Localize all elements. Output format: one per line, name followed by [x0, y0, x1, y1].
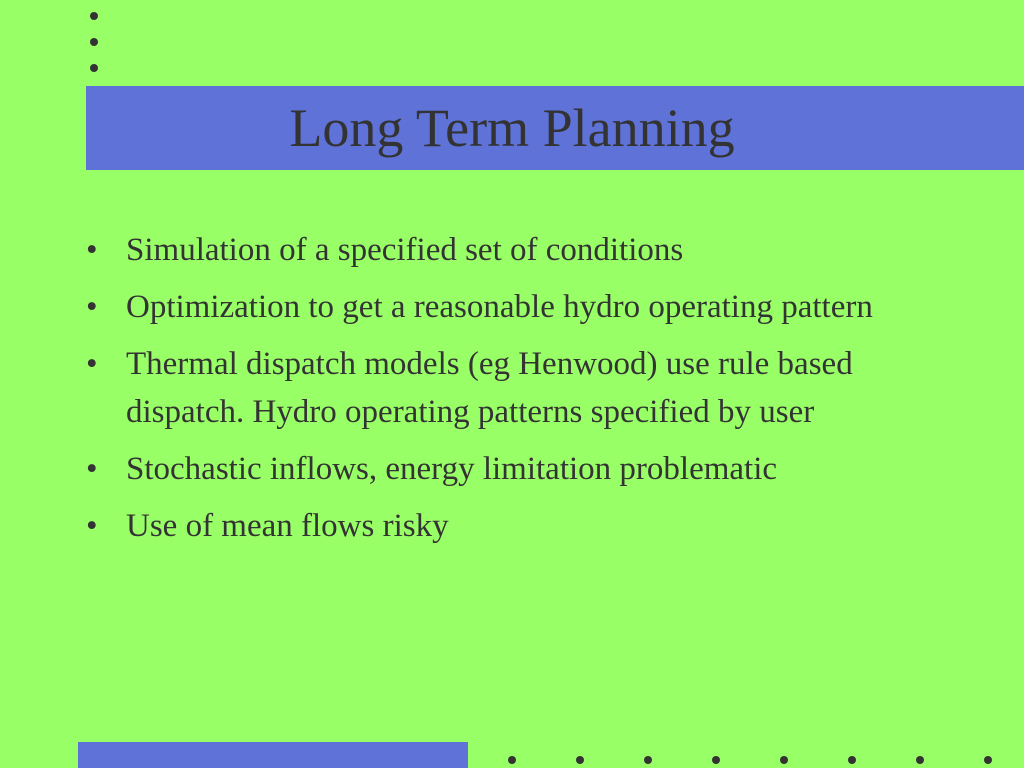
bottom-dot-6 [848, 756, 856, 764]
bullet-marker: • [86, 346, 98, 382]
bullet-marker: • [86, 508, 98, 544]
bullet-marker: • [86, 289, 98, 325]
bullet-text: Simulation of a specified set of conditions [126, 232, 684, 268]
slide-title: Long Term Planning [289, 98, 735, 158]
bullet-list [86, 226, 946, 559]
bullet-text: Thermal dispatch models (eg Henwood) use rule based dispatch. Hydro operating patterns specified by user [126, 346, 853, 430]
bullet-text: Stochastic inflows, energy limitation problematic [126, 451, 778, 487]
bullet-item [86, 445, 946, 493]
bullet-item [86, 502, 946, 550]
top-left-dot-3 [90, 64, 98, 72]
bullet-item [86, 283, 946, 331]
bullet-item [86, 226, 946, 274]
bottom-dot-4 [712, 756, 720, 764]
top-left-dot-2 [90, 38, 98, 46]
bullet-text: Use of mean flows risky [126, 508, 449, 544]
bottom-dot-3 [644, 756, 652, 764]
bottom-dot-7 [916, 756, 924, 764]
bottom-dot-1 [508, 756, 516, 764]
bottom-dot-5 [780, 756, 788, 764]
bottom-dot-8 [984, 756, 992, 764]
bullet-text: Optimization to get a reasonable hydro operating pattern [126, 289, 873, 325]
bullet-item [86, 340, 946, 436]
bullet-marker: • [86, 451, 98, 487]
bottom-band [78, 742, 468, 768]
bottom-dot-2 [576, 756, 584, 764]
top-left-dot-1 [90, 12, 98, 20]
bullet-marker: • [86, 232, 98, 268]
